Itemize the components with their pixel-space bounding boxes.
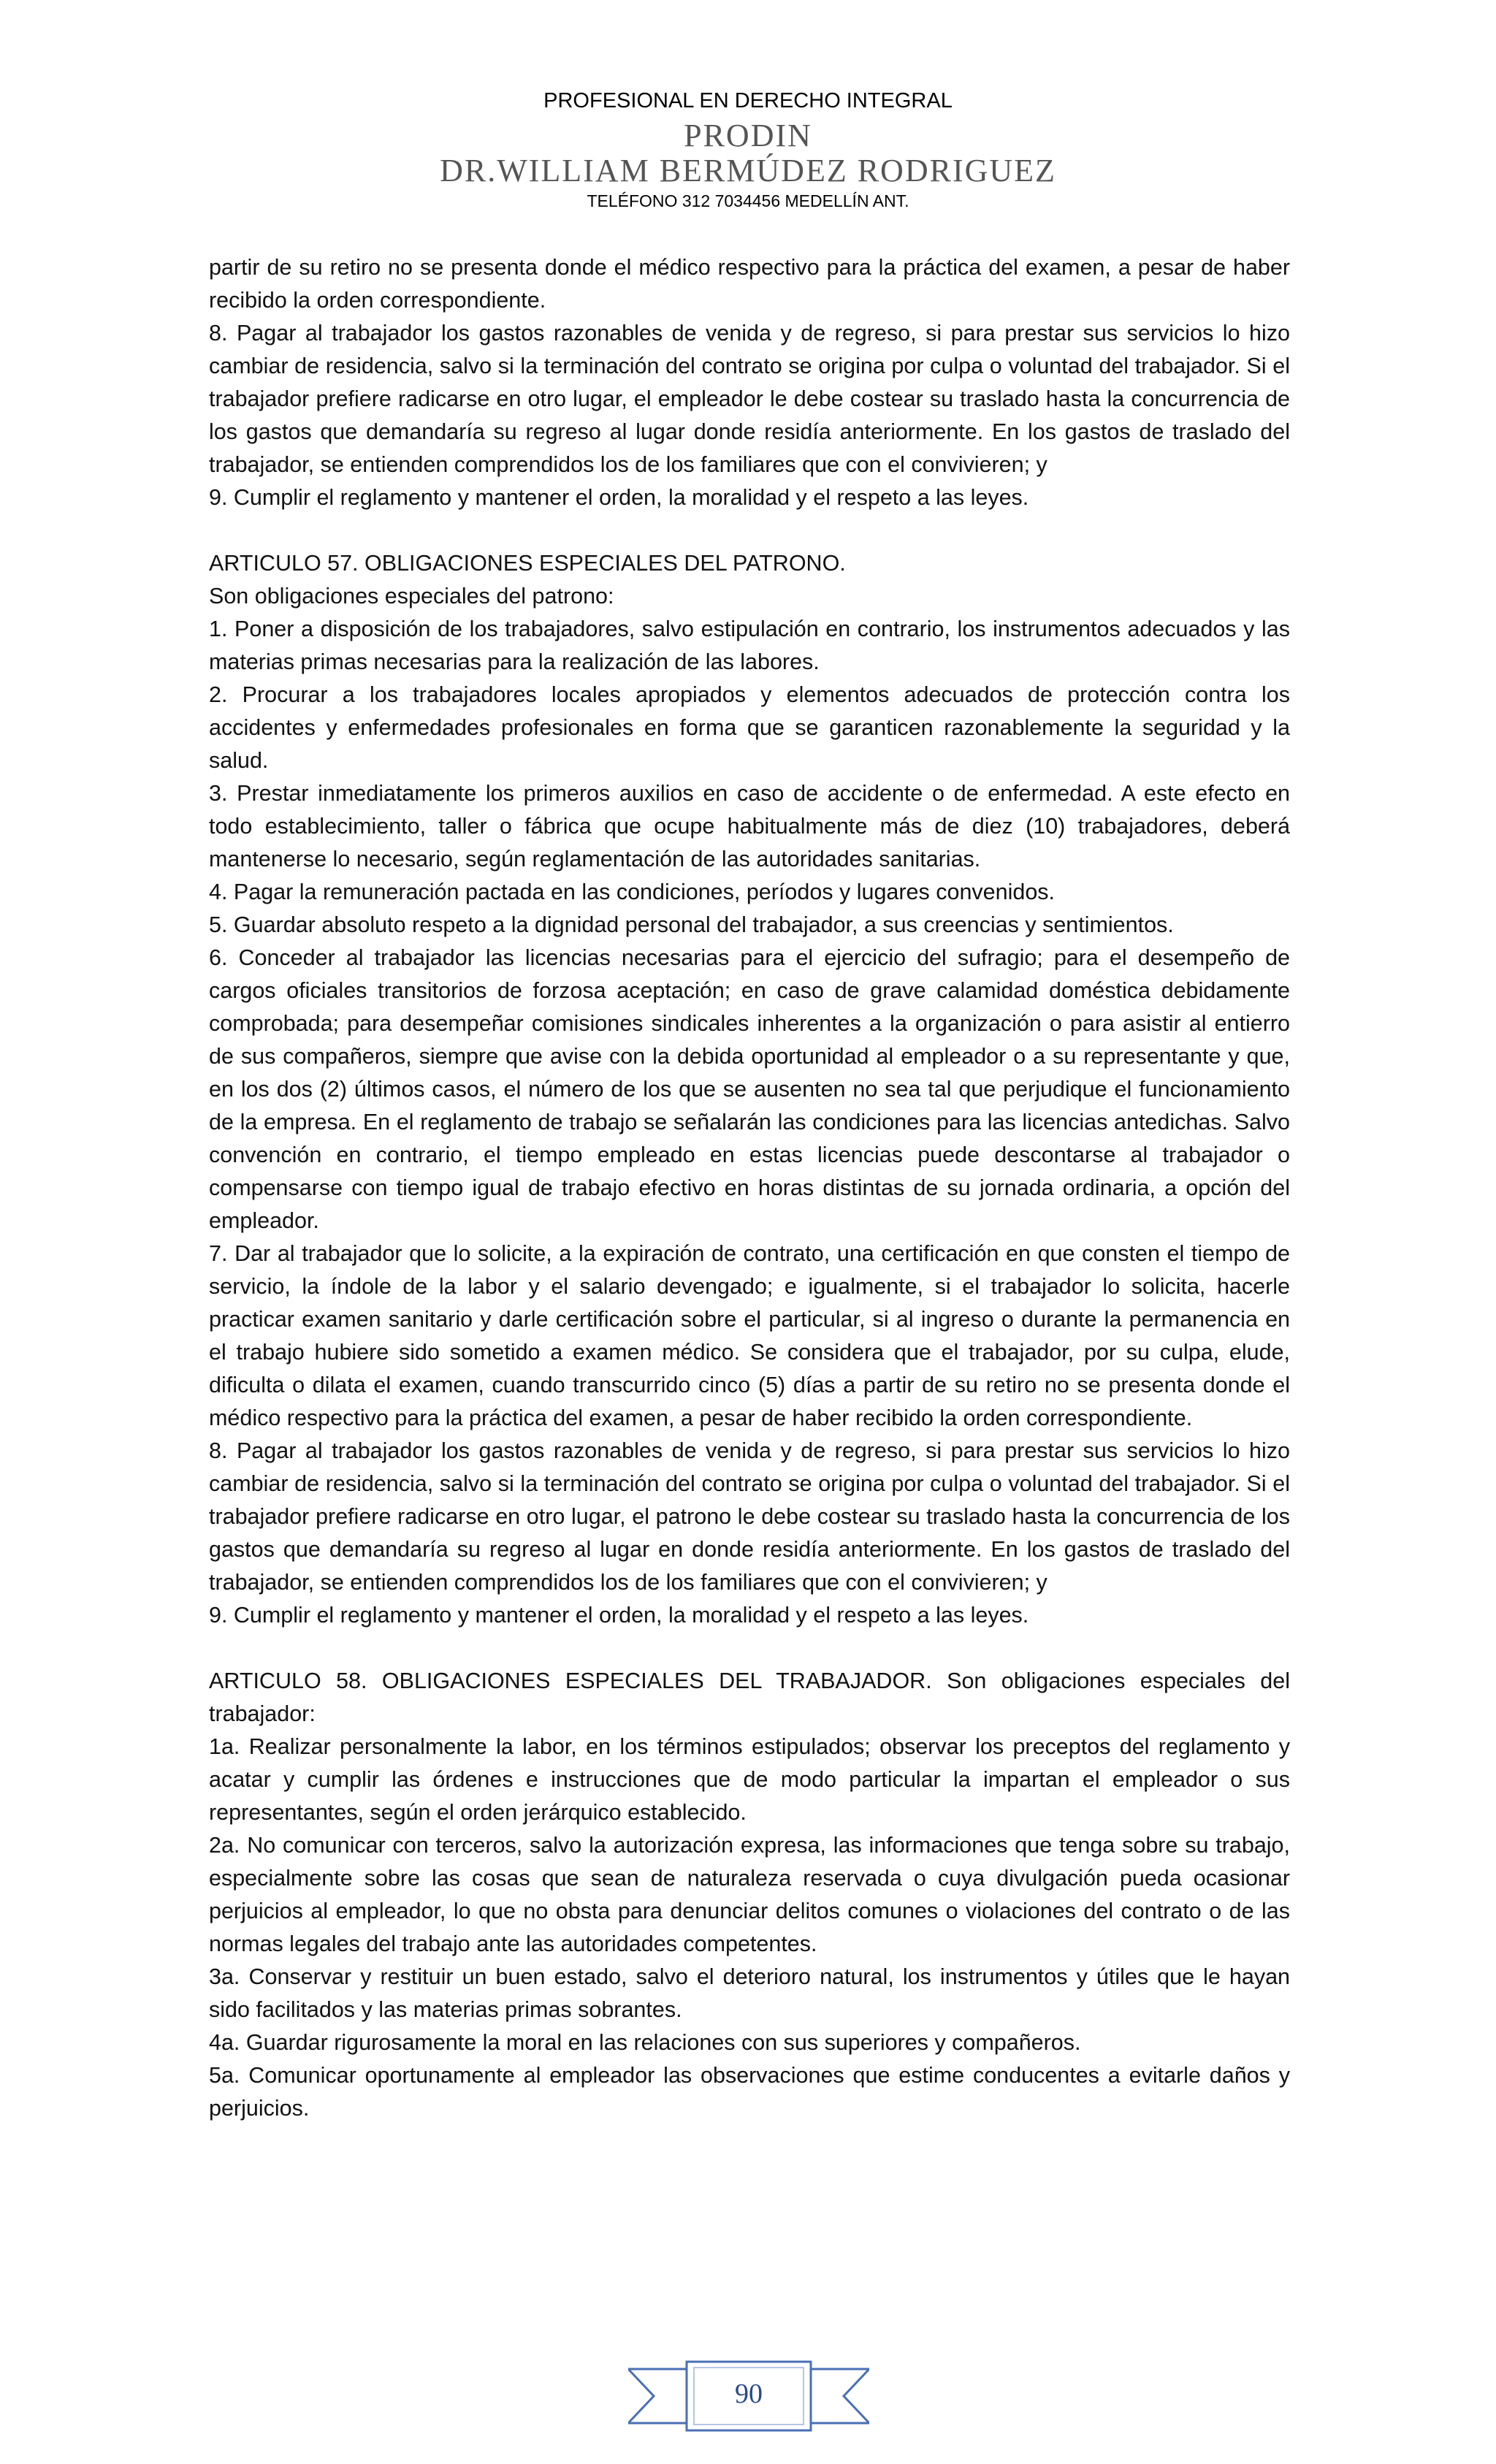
paragraph: 1a. Realizar personalmente la labor, en los términos estipulados; observar los preceptos del reglamento y acatar y cumplir las órdenes e instrucciones que de modo particular la impartan el empleador o sus representantes, según el orden jerárquico establecido. [209,1734,1290,1825]
article-heading: ARTICULO 58. OBLIGACIONES ESPECIALES DEL TRABAJADOR. Son obligaciones especiales del trabajador: [209,1668,1290,1726]
paragraph: 1. Poner a disposición de los trabajadores, salvo estipulación en contrario, los instrumentos adecuados y las materias primas necesarias para la realización de las labores. [209,617,1290,674]
paragraph-gap [209,514,1290,547]
paragraph: Son obligaciones especiales del patrono: [209,584,614,609]
header-firm-name: PRODIN [684,118,812,153]
paragraph: 4. Pagar la remuneración pactada en las condiciones, períodos y lugares convenidos. [209,880,1056,904]
paragraph: 4a. Guardar rigurosamente la moral en las relaciones con sus superiores y compañeros. [209,2030,1081,2055]
paragraph: 3a. Conservar y restituir un buen estado, salvo el deterioro natural, los instrumentos y útiles que le hayan sido facilitados y las materias primas sobrantes. [209,1964,1290,2022]
paragraph: 5a. Comunicar oportunamente al empleador las observaciones que estime conducentes a evitarle daños y perjuicios. [209,2063,1290,2121]
paragraph-gap [209,1632,1290,1665]
article-heading: ARTICULO 57. OBLIGACIONES ESPECIALES DEL PATRONO. [209,551,846,576]
paragraph: 9. Cumplir el reglamento y mantener el orden, la moralidad y el respeto a las leyes. [209,1603,1029,1628]
header-profession: PROFESIONAL EN DERECHO INTEGRAL [543,89,953,112]
page-number-ribbon [628,2356,869,2436]
header-contact: TELÉFONO 312 7034456 MEDELLÍN ANT. [587,191,909,210]
paragraph: 3. Prestar inmediatamente los primeros auxilios en caso de accidente o de enfermedad. A este efecto en todo establecimiento, taller o fábrica que ocupe habitualmente más de diez (10) trabajadores, deberá mantenerse lo necesario, según reglamentación de las autoridades sanitarias. [209,781,1290,871]
paragraph: 7. Dar al trabajador que lo solicite, a la expiración de contrato, una certificación en que consten el tiempo de servicio, la índole de la labor y el salario devengado; e igualmente, si el trabajador lo solicita, hacerle practicar examen sanitario y darle certificación sobre el particular, si al ingreso o durante la permanencia en el trabajo hubiere sido sometido a examen médico. Se considera que el trabajador, por su culpa, elude, dificulta o dilata el examen, cuando transcurrido cinco (5) días a partir de su retiro no se presenta donde el médico respectivo para la práctica del examen, a pesar de haber recibido la orden correspondiente. [209,1241,1290,1430]
document-body [209,251,1290,2125]
header-lawyer-name: DR.WILLIAM BERMÚDEZ RODRIGUEZ [440,153,1056,188]
paragraph: 5. Guardar absoluto respeto a la dignidad personal del trabajador, a sus creencias y sentimientos. [209,912,1174,937]
page-number: 90 [735,2379,763,2409]
paragraph: 8. Pagar al trabajador los gastos razonables de venida y de regreso, si para prestar sus servicios lo hizo cambiar de residencia, salvo si la terminación del contrato se origina por culpa o voluntad del trabajador. Si el trabajador prefiere radicarse en otro lugar, el empleador le debe costear su traslado hasta la concurrencia de los gastos que demandaría su regreso al lugar donde residía anteriormente. En los gastos de traslado del trabajador, se entienden comprendidos los de los familiares que con el convivieren; y [209,321,1290,477]
paragraph: 6. Conceder al trabajador las licencias necesarias para el ejercicio del sufragio; para el desempeño de cargos oficiales transitorios de forzosa aceptación; en caso de grave calamidad doméstica debidamente comprobada; para desempeñar comisiones sindicales inherentes a la organización o para asistir al entierro de sus compañeros, siempre que avise con la debida oportunidad al empleador o a su representante y que, en los dos (2) últimos casos, el número de los que se ausenten no sea tal que perjudique el funcionamiento de la empresa. En el reglamento de trabajo se señalarán las condiciones para las licencias antedichas. Salvo convención en contrario, el tiempo empleado en estas licencias puede descontarse al trabajador o compensarse con tiempo igual de trabajo efectivo en horas distintas de su jornada ordinaria, a opción del empleador. [209,945,1290,1233]
paragraph: 2a. No comunicar con terceros, salvo la autorización expresa, las informaciones que tenga sobre su trabajo, especialmente sobre las cosas que sean de naturaleza reservada o cuya divulgación pueda ocasionar perjuicios al empleador, lo que no obsta para denunciar delitos comunes o violaciones del contrato o de las normas legales del trabajo ante las autoridades competentes. [209,1833,1290,1956]
paragraph: 8. Pagar al trabajador los gastos razonables de venida y de regreso, si para prestar sus servicios lo hizo cambiar de residencia, salvo si la terminación del contrato se origina por culpa o voluntad del trabajador. Si el trabajador prefiere radicarse en otro lugar, el patrono le debe costear su traslado hasta la concurrencia de los gastos que demandaría su regreso al lugar en donde residía anteriormente. En los gastos de traslado del trabajador, se entienden comprendidos los de los familiares que con el convivieren; y [209,1438,1290,1595]
paragraph: 9. Cumplir el reglamento y mantener el orden, la moralidad y el respeto a las leyes. [209,485,1029,510]
paragraph: partir de su retiro no se presenta donde el médico respectivo para la práctica del examen, a pesar de haber recibido la orden correspondiente. [209,255,1290,313]
paragraph: 2. Procurar a los trabajadores locales apropiados y elementos adecuados de protección contra los accidentes y enfermedades profesionales en forma que se garanticen razonablemente la seguridad y la salud. [209,682,1290,773]
